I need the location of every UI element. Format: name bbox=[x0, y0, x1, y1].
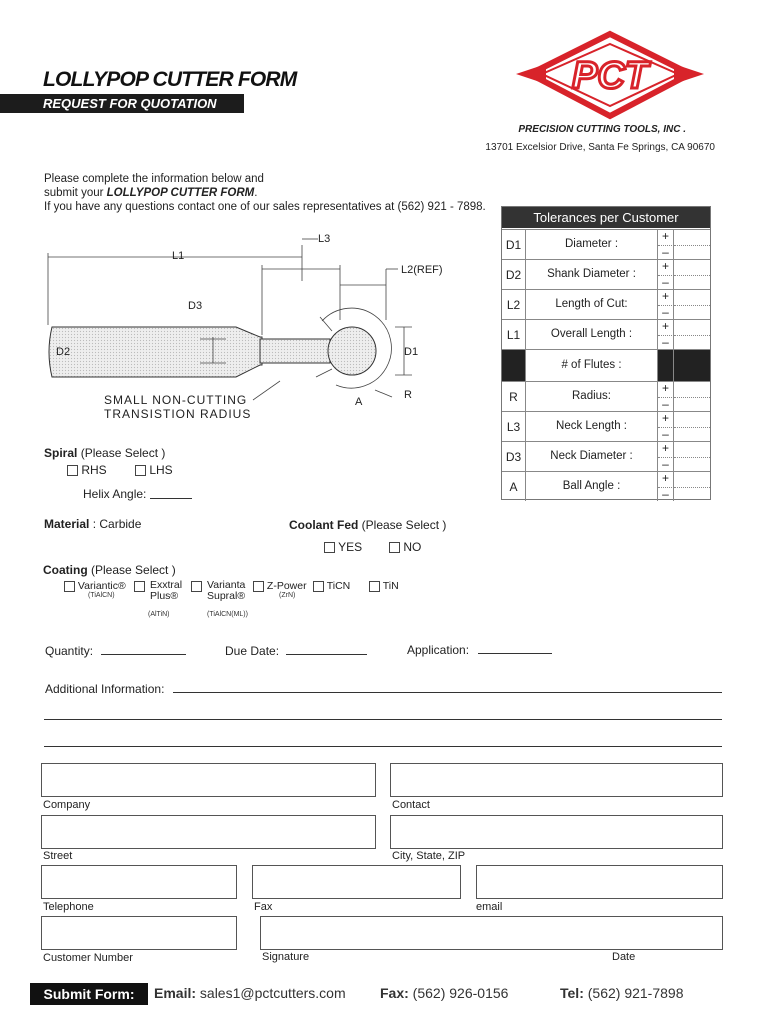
minus-tolerance-input[interactable] bbox=[674, 397, 710, 412]
intro-line1: Please complete the information below and bbox=[44, 173, 264, 185]
flutes-input[interactable] bbox=[674, 350, 710, 381]
zpower-sub: (ZrN) bbox=[279, 592, 296, 599]
city-label: City, State, ZIP bbox=[392, 850, 466, 862]
tolerance-code: A bbox=[502, 472, 526, 501]
tolerance-row bbox=[502, 471, 710, 501]
helix-angle-label: Helix Angle: bbox=[83, 487, 147, 501]
tolerance-desc: Neck Diameter : bbox=[526, 442, 658, 471]
tolerance-row bbox=[502, 411, 710, 441]
fax-label: Fax bbox=[254, 901, 273, 913]
minus-sign: – bbox=[658, 397, 674, 412]
form-subtitle: REQUEST FOR QUOTATION bbox=[43, 96, 217, 111]
exxtral-sub: (AlTiN) bbox=[148, 611, 170, 618]
telephone-label: Telephone bbox=[43, 901, 94, 913]
submit-form-button[interactable]: Submit Form: bbox=[30, 983, 148, 1005]
email-label: email bbox=[476, 901, 503, 913]
tolerance-code: D1 bbox=[502, 230, 526, 259]
exxtral-checkbox[interactable] bbox=[134, 581, 145, 592]
date-label: Date bbox=[612, 951, 636, 963]
plus-sign: + bbox=[658, 290, 674, 305]
tolerance-code bbox=[502, 350, 526, 381]
coolant-yes-checkbox[interactable] bbox=[324, 542, 335, 553]
rhs-label: RHS bbox=[81, 463, 107, 477]
material-label: Material bbox=[44, 517, 90, 531]
minus-tolerance-input[interactable] bbox=[674, 335, 710, 350]
footer-tel bbox=[560, 985, 684, 1001]
coolant-yes-label: YES bbox=[338, 540, 363, 554]
quantity-input[interactable] bbox=[101, 654, 186, 655]
minus-sign: – bbox=[658, 275, 674, 290]
telephone-input[interactable] bbox=[41, 865, 237, 899]
tolerance-desc: Radius: bbox=[526, 382, 658, 411]
label-d1: D1 bbox=[404, 346, 419, 358]
helix-angle-input[interactable] bbox=[150, 498, 192, 499]
company-address: 13701 Excelsior Drive, Santa Fe Springs, CA 90670 bbox=[485, 142, 715, 153]
coating-zpower-option[interactable] bbox=[253, 580, 307, 599]
signature-label: Signature bbox=[262, 951, 310, 963]
minus-tolerance-input[interactable] bbox=[674, 457, 710, 472]
spiral-rhs-option[interactable] bbox=[67, 463, 107, 477]
application-label: Application: bbox=[407, 643, 470, 657]
tin-checkbox[interactable] bbox=[369, 581, 380, 592]
coating-variantic-option[interactable] bbox=[64, 580, 126, 599]
plus-sign: + bbox=[658, 442, 674, 457]
plus-tolerance-input[interactable] bbox=[674, 230, 710, 245]
plus-sign: + bbox=[658, 472, 674, 487]
intro-line2 bbox=[44, 186, 486, 200]
varianta-sub: (TiAlCN(ML)) bbox=[207, 611, 248, 618]
plus-tolerance-input[interactable] bbox=[674, 260, 710, 275]
company-label: Company bbox=[43, 799, 91, 811]
intro-line2-prefix: submit your bbox=[44, 187, 107, 199]
plus-tolerance-input[interactable] bbox=[674, 320, 710, 335]
variantic-sub: (TiAlCN) bbox=[88, 592, 115, 599]
tolerance-desc: Overall Length : bbox=[526, 320, 658, 349]
footer-tel-value: (562) 921-7898 bbox=[583, 985, 684, 1001]
ticn-checkbox[interactable] bbox=[313, 581, 324, 592]
company-name: PRECISION CUTTING TOOLS, INC . bbox=[518, 124, 686, 135]
street-label: Street bbox=[43, 850, 73, 862]
flutes-blank bbox=[658, 350, 674, 381]
coating-tin-option[interactable] bbox=[369, 580, 399, 592]
footer-email-value[interactable]: sales1@pctcutters.com bbox=[196, 985, 346, 1001]
plus-tolerance-input[interactable] bbox=[674, 412, 710, 427]
varianta-checkbox[interactable] bbox=[191, 581, 202, 592]
minus-tolerance-input[interactable] bbox=[674, 245, 710, 260]
tolerance-row bbox=[502, 319, 710, 349]
form-title: LOLLYPOP CUTTER FORM bbox=[43, 68, 297, 91]
tolerance-row bbox=[502, 381, 710, 411]
minus-sign: – bbox=[658, 457, 674, 472]
zpower-checkbox[interactable] bbox=[253, 581, 264, 592]
coolant-heading bbox=[289, 518, 446, 532]
contact-input[interactable] bbox=[390, 763, 723, 797]
coating-varianta-option[interactable] bbox=[191, 579, 248, 618]
street-input[interactable] bbox=[41, 815, 376, 849]
note-line1: SMALL NON-CUTTING bbox=[104, 393, 248, 407]
spiral-heading bbox=[44, 446, 165, 460]
plus-sign: + bbox=[658, 260, 674, 275]
signature-input[interactable] bbox=[260, 916, 723, 950]
intro-line3: If you have any questions contact one of our sales representatives at (562) 921 - 7898. bbox=[44, 201, 486, 213]
material bbox=[44, 517, 141, 531]
footer-fax-value: (562) 926-0156 bbox=[408, 985, 509, 1001]
additional-info-label: Additional Information: bbox=[45, 682, 165, 696]
minus-tolerance-input[interactable] bbox=[674, 275, 710, 290]
coating-exxtral-option[interactable] bbox=[134, 579, 183, 618]
minus-tolerance-input[interactable] bbox=[674, 305, 710, 320]
tolerance-row bbox=[502, 441, 710, 471]
tolerance-row bbox=[502, 229, 710, 259]
coating-label: Coating bbox=[43, 563, 88, 577]
label-l2: L2(REF) bbox=[401, 264, 443, 276]
tolerance-code: L3 bbox=[502, 412, 526, 441]
coolant-hint: (Please Select ) bbox=[358, 518, 447, 532]
due-date-label: Due Date: bbox=[225, 644, 280, 658]
footer-email-label: Email: bbox=[154, 985, 197, 1001]
minus-sign: – bbox=[658, 427, 674, 442]
plus-tolerance-input[interactable] bbox=[674, 472, 710, 487]
ticn-label: TiCN bbox=[326, 580, 351, 592]
intro-line2-suffix: . bbox=[254, 187, 258, 199]
city-input[interactable] bbox=[390, 815, 723, 849]
tolerance-row bbox=[502, 259, 710, 289]
tolerance-desc: Length of Cut: bbox=[526, 290, 658, 319]
pct-logo bbox=[510, 30, 710, 120]
zpower-label: Z-Power bbox=[266, 580, 307, 592]
plus-tolerance-input[interactable] bbox=[674, 290, 710, 305]
coolant-no-label: NO bbox=[403, 540, 422, 554]
lhs-label: LHS bbox=[149, 463, 173, 477]
email-input[interactable] bbox=[476, 865, 723, 899]
minus-sign: – bbox=[658, 305, 674, 320]
label-l1: L1 bbox=[172, 250, 185, 262]
coolant-no-option[interactable] bbox=[389, 540, 421, 554]
plus-sign: + bbox=[658, 412, 674, 427]
coolant-label: Coolant Fed bbox=[289, 518, 359, 532]
minus-sign: – bbox=[658, 487, 674, 502]
variantic-checkbox[interactable] bbox=[64, 581, 75, 592]
additional-info-line3[interactable] bbox=[44, 746, 722, 747]
coolant-yes-option[interactable] bbox=[324, 540, 362, 554]
coating-hint: (Please Select ) bbox=[87, 563, 176, 577]
tolerance-table bbox=[501, 206, 711, 500]
minus-sign: – bbox=[658, 335, 674, 350]
minus-tolerance-input[interactable] bbox=[674, 487, 710, 502]
label-r: R bbox=[404, 389, 412, 401]
tin-label: TiN bbox=[382, 580, 399, 592]
application-input[interactable] bbox=[478, 653, 552, 654]
coating-heading bbox=[43, 563, 176, 577]
quantity-label: Quantity: bbox=[45, 644, 94, 658]
diagram-note bbox=[104, 393, 251, 421]
customer-number-input[interactable] bbox=[41, 916, 237, 950]
label-d3: D3 bbox=[188, 300, 203, 312]
tolerance-desc: Neck Length : bbox=[526, 412, 658, 441]
tolerance-desc: Diameter : bbox=[526, 230, 658, 259]
fax-input[interactable] bbox=[252, 865, 461, 899]
tolerance-code: D3 bbox=[502, 442, 526, 471]
exxtral-label: Exxtral Plus® bbox=[150, 579, 183, 602]
tolerance-desc: Shank Diameter : bbox=[526, 260, 658, 289]
spiral-label: Spiral bbox=[44, 446, 78, 460]
footer-tel-label: Tel: bbox=[560, 985, 584, 1001]
plus-tolerance-input[interactable] bbox=[674, 442, 710, 457]
contact-label: Contact bbox=[392, 799, 430, 811]
plus-sign: + bbox=[658, 320, 674, 335]
tolerance-code: L2 bbox=[502, 290, 526, 319]
tolerance-row bbox=[502, 289, 710, 319]
label-a: A bbox=[355, 396, 363, 408]
additional-info-line1[interactable] bbox=[173, 692, 722, 693]
footer-fax-label: Fax: bbox=[380, 985, 409, 1001]
tolerance-desc: # of Flutes : bbox=[526, 350, 658, 381]
footer-email bbox=[154, 985, 346, 1001]
spiral-lhs-option[interactable] bbox=[135, 463, 173, 477]
tolerance-desc: Ball Angle : bbox=[526, 472, 658, 501]
due-date-input[interactable] bbox=[286, 654, 367, 655]
material-value: : Carbide bbox=[89, 517, 142, 531]
tolerance-code: D2 bbox=[502, 260, 526, 289]
rhs-checkbox[interactable] bbox=[67, 465, 78, 476]
additional-info-line2[interactable] bbox=[44, 719, 722, 720]
variantic-label: Variantic® bbox=[77, 580, 126, 592]
tolerance-row bbox=[502, 349, 710, 381]
label-l3: L3 bbox=[318, 233, 331, 245]
note-line2: TRANSISTION RADIUS bbox=[104, 407, 252, 421]
plus-tolerance-input[interactable] bbox=[674, 382, 710, 397]
logo-text: PCT bbox=[572, 55, 648, 97]
intro-line2-bold: LOLLYPOP CUTTER FORM bbox=[106, 187, 255, 199]
company-input[interactable] bbox=[41, 763, 376, 797]
coolant-no-checkbox[interactable] bbox=[389, 542, 400, 553]
tolerance-code: L1 bbox=[502, 320, 526, 349]
spiral-hint: (Please Select ) bbox=[77, 446, 166, 460]
plus-sign: + bbox=[658, 382, 674, 397]
minus-sign: – bbox=[658, 245, 674, 260]
varianta-label: Varianta Supral® bbox=[207, 579, 246, 602]
tolerance-table-title: Tolerances per Customer bbox=[502, 207, 710, 228]
label-d2: D2 bbox=[56, 346, 71, 358]
tolerance-code: R bbox=[502, 382, 526, 411]
intro-text bbox=[44, 172, 486, 214]
plus-sign: + bbox=[658, 230, 674, 245]
coating-ticn-option[interactable] bbox=[313, 580, 350, 592]
customer-number-label: Customer Number bbox=[43, 952, 133, 964]
lhs-checkbox[interactable] bbox=[135, 465, 146, 476]
footer-fax bbox=[380, 985, 508, 1001]
minus-tolerance-input[interactable] bbox=[674, 427, 710, 442]
